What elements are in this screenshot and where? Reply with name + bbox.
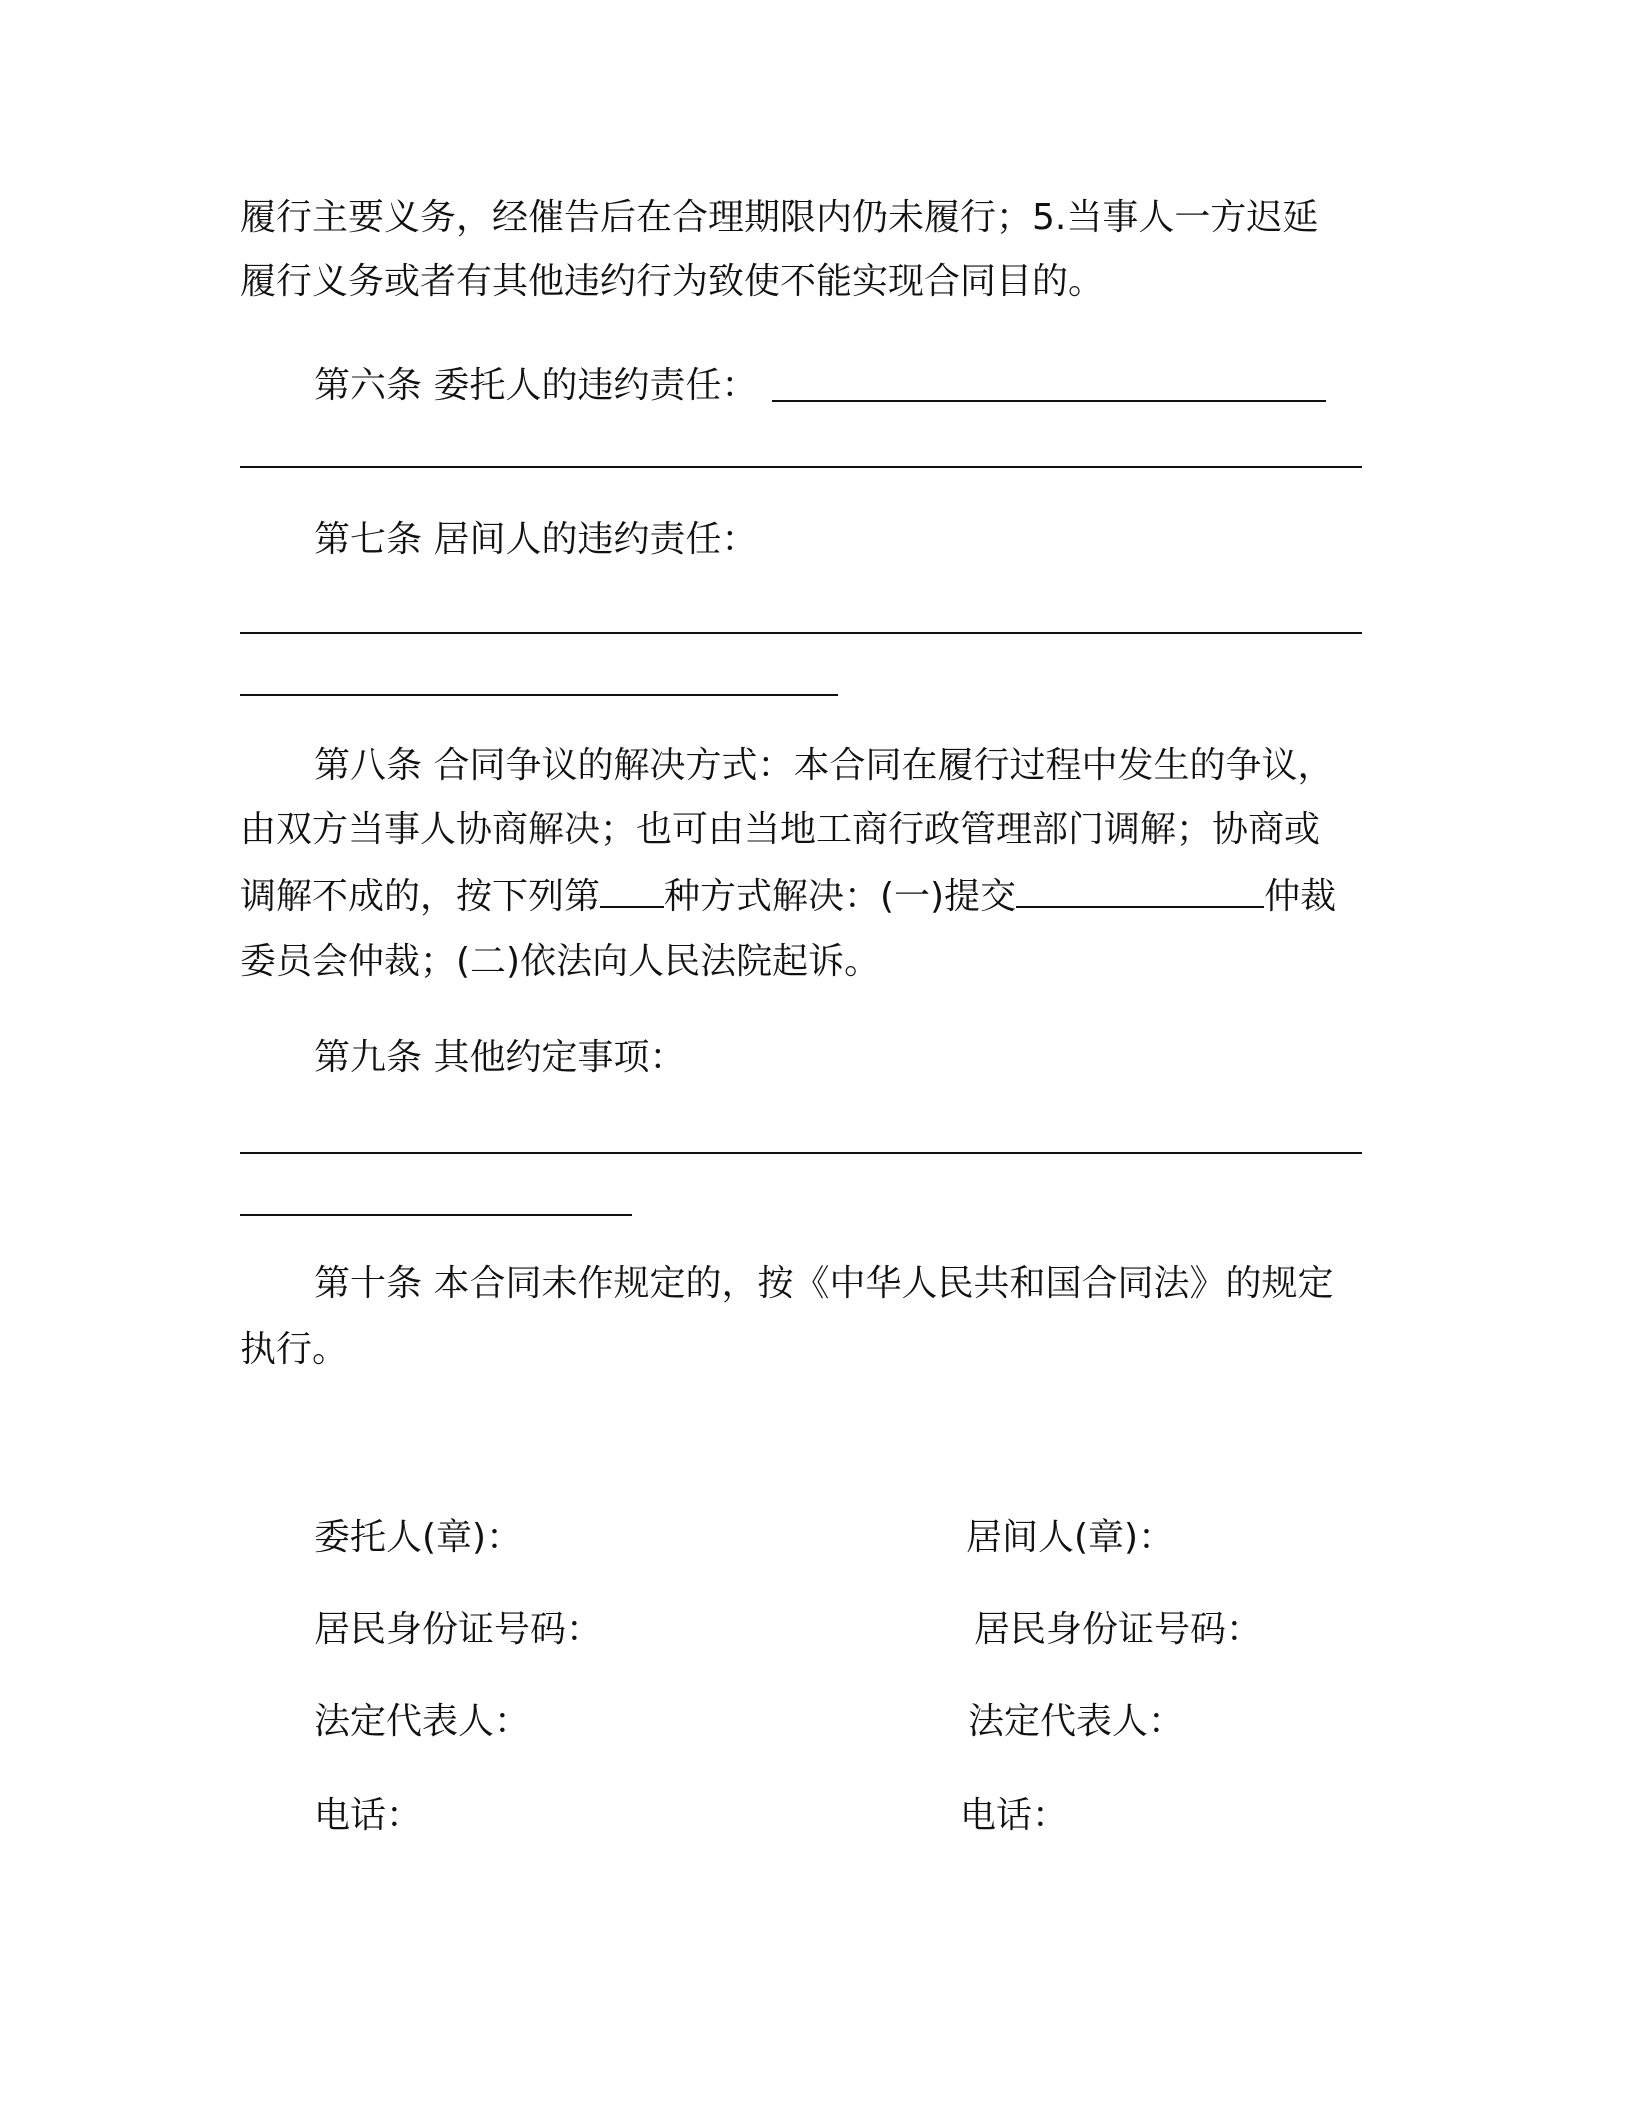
- article-7-blank-line-2[interactable]: [240, 694, 838, 696]
- article-10-line-2: 执行。: [240, 1329, 349, 1370]
- method-number-blank[interactable]: [600, 872, 664, 908]
- principal-seal-label: 委托人(章)：: [314, 1517, 523, 1558]
- intermediary-id-label: 居民身份证号码：: [974, 1609, 1263, 1650]
- article-9-blank-line-1[interactable]: [240, 1152, 1362, 1154]
- article-6-blank[interactable]: [772, 400, 1326, 402]
- article-8-line-3-part-a: 调解不成的，按下列第: [240, 876, 601, 917]
- principal-id-label: 居民身份证号码：: [314, 1609, 603, 1650]
- article-6-label: 第六条 委托人的违约责任：: [314, 365, 758, 406]
- arbitration-committee-blank[interactable]: [1016, 872, 1264, 908]
- article-6-blank-line-2[interactable]: [240, 466, 1362, 468]
- article-8-line-2: 由双方当事人协商解决；也可由当地工商行政管理部门调解；协商或: [240, 809, 1321, 850]
- article-8-line-3: [240, 872, 1336, 921]
- intermediary-phone-label: 电话：: [960, 1795, 1069, 1836]
- article-8-line-3-part-b: 种方式解决：(一)提交: [664, 876, 1017, 917]
- article-10-line-1: 第十条 本合同未作规定的，按《中华人民共和国合同法》的规定: [314, 1263, 1334, 1304]
- article-7-label: 第七条 居间人的违约责任：: [314, 519, 758, 560]
- article-6: [314, 362, 757, 410]
- article-8-line-4: 委员会仲裁；(二)依法向人民法院起诉。: [240, 941, 881, 982]
- continuation-line-2: 履行义务或者有其他违约行为致使不能实现合同目的。: [240, 261, 1105, 302]
- intermediary-rep-label: 法定代表人：: [968, 1701, 1185, 1742]
- article-9-blank-line-2[interactable]: [240, 1214, 632, 1216]
- article-9-label: 第九条 其他约定事项：: [314, 1037, 686, 1078]
- article-8-line-1: 第八条 合同争议的解决方式：本合同在履行过程中发生的争议，: [314, 745, 1334, 786]
- article-8-line-3-part-c: 仲裁: [1264, 876, 1337, 917]
- article-7-blank-line-1[interactable]: [240, 632, 1362, 634]
- intermediary-seal-label: 居间人(章)：: [966, 1517, 1175, 1558]
- principal-rep-label: 法定代表人：: [314, 1701, 531, 1742]
- principal-phone-label: 电话：: [314, 1795, 423, 1836]
- continuation-line-1: 履行主要义务，经催告后在合理期限内仍未履行；5.当事人一方迟延: [240, 197, 1319, 238]
